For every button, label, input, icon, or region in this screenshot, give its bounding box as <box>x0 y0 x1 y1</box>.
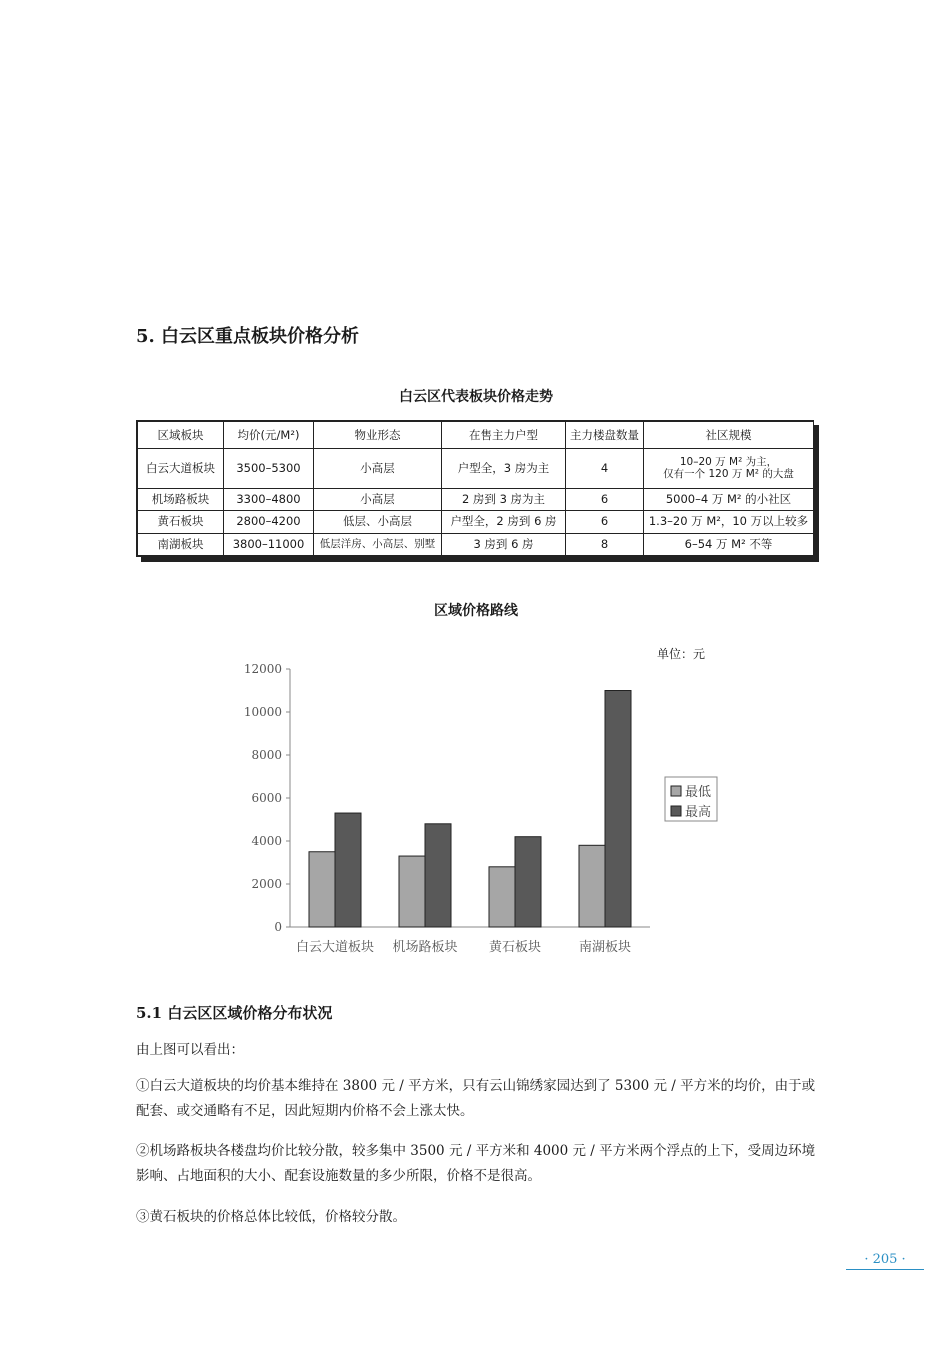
y-tick-label: 0 <box>274 920 282 934</box>
cell-property-type: 小高层 <box>314 488 442 510</box>
cell-avg-price: 3500–5300 <box>224 449 314 489</box>
price-table-container <box>136 420 814 557</box>
cell-project-count: 6 <box>566 511 644 533</box>
header-cell-project-count: 主力楼盘数量 <box>566 422 644 449</box>
cell-unit-type: 2 房到 3 房为主 <box>442 488 566 510</box>
cell-property-type: 低层、小高层 <box>314 511 442 533</box>
header-cell-community-scale: 社区规模 <box>644 422 814 449</box>
bar-max <box>335 813 361 927</box>
bar-min <box>399 856 425 927</box>
cell-project-count: 8 <box>566 533 644 555</box>
header-cell-property-type: 物业形态 <box>314 422 442 449</box>
y-tick-label: 12000 <box>243 662 282 676</box>
cell-project-count: 6 <box>566 488 644 510</box>
bar-min <box>309 852 335 927</box>
price-bar-chart <box>220 655 740 965</box>
point-1-paragraph: ①白云大道板块的均价基本维持在 3800 元 / 平方米，只有云山锦绣家园达到了 5300 元 / 平方米的均价，由于或配套、或交通略有不足，因此短期内价格不会上涨太快。 <box>136 1078 816 1119</box>
x-tick-label: 白云大道板块 <box>295 940 375 955</box>
header-cell-region: 区域板块 <box>138 422 224 449</box>
table-row <box>138 511 814 533</box>
cell-unit-type: 户型全，3 房为主 <box>442 449 566 489</box>
cell-region: 白云大道板块 <box>138 449 224 489</box>
price-table <box>137 421 814 556</box>
y-tick-label: 8000 <box>251 748 282 762</box>
table-row <box>138 488 814 510</box>
legend-label: 最低 <box>685 785 712 800</box>
cell-avg-price: 2800–4200 <box>224 511 314 533</box>
cell-region: 机场路板块 <box>138 488 224 510</box>
cell-avg-price: 3300–4800 <box>224 488 314 510</box>
x-tick-label: 黄石板块 <box>488 940 542 955</box>
point-3-paragraph: ③黄石板块的价格总体比较低，价格较分散。 <box>136 1209 406 1225</box>
bar-max <box>425 824 451 927</box>
bar-min <box>489 867 515 927</box>
intro-paragraph: 由上图可以看出： <box>136 1042 244 1058</box>
y-tick-label: 10000 <box>243 705 282 719</box>
bar-max <box>515 837 541 927</box>
y-tick-label: 4000 <box>251 834 282 848</box>
table-title: 白云区代表板块价格走势 <box>399 389 553 405</box>
table-row <box>138 533 814 555</box>
x-tick-label: 机场路板块 <box>392 940 458 955</box>
bar-min <box>579 845 605 927</box>
table-row <box>138 449 814 489</box>
cell-project-count: 4 <box>566 449 644 489</box>
cell-property-type: 低层洋房、小高层、别墅 <box>314 533 442 555</box>
bar-max <box>605 691 631 928</box>
cell-community-scale: 6–54 万 M² 不等 <box>644 533 814 555</box>
cell-region: 黄石板块 <box>138 511 224 533</box>
cell-community-scale: 10–20 万 M² 为主， 仅有一个 120 万 M² 的大盘 <box>644 449 814 489</box>
legend-swatch <box>671 806 681 816</box>
cell-unit-type: 3 房到 6 房 <box>442 533 566 555</box>
cell-property-type: 小高层 <box>314 449 442 489</box>
cell-community-scale: 1.3–20 万 M²，10 万以上较多 <box>644 511 814 533</box>
legend-swatch <box>671 786 681 796</box>
y-tick-label: 2000 <box>251 877 282 891</box>
header-cell-unit-type: 在售主力户型 <box>442 422 566 449</box>
unit-label: 单位：元 <box>657 647 706 661</box>
cell-avg-price: 3800–11000 <box>224 533 314 555</box>
point-2-paragraph: ②机场路板块各楼盘均价比较分散，较多集中 3500 元 / 平方米和 4000 元 / 平方米两个浮点的上下，受周边环境影响、占地面积的大小、配套设施数量的多少所限，价格不是很高。 <box>136 1143 816 1184</box>
legend-label: 最高 <box>685 805 712 820</box>
page-number: · 205 · <box>846 1252 924 1270</box>
header-cell-avg-price: 均价(元/M²) <box>224 422 314 449</box>
chart-title: 区域价格路线 <box>434 603 518 619</box>
cell-region: 南湖板块 <box>138 533 224 555</box>
section-heading: 5. 白云区重点板块价格分析 <box>136 326 360 347</box>
cell-unit-type: 户型全，2 房到 6 房 <box>442 511 566 533</box>
sub-heading: 5.1 白云区区域价格分布状况 <box>136 1004 333 1022</box>
y-tick-label: 6000 <box>251 791 282 805</box>
x-tick-label: 南湖板块 <box>578 940 632 955</box>
cell-community-scale: 5000–4 万 M² 的小社区 <box>644 488 814 510</box>
table-header-row <box>138 422 814 449</box>
